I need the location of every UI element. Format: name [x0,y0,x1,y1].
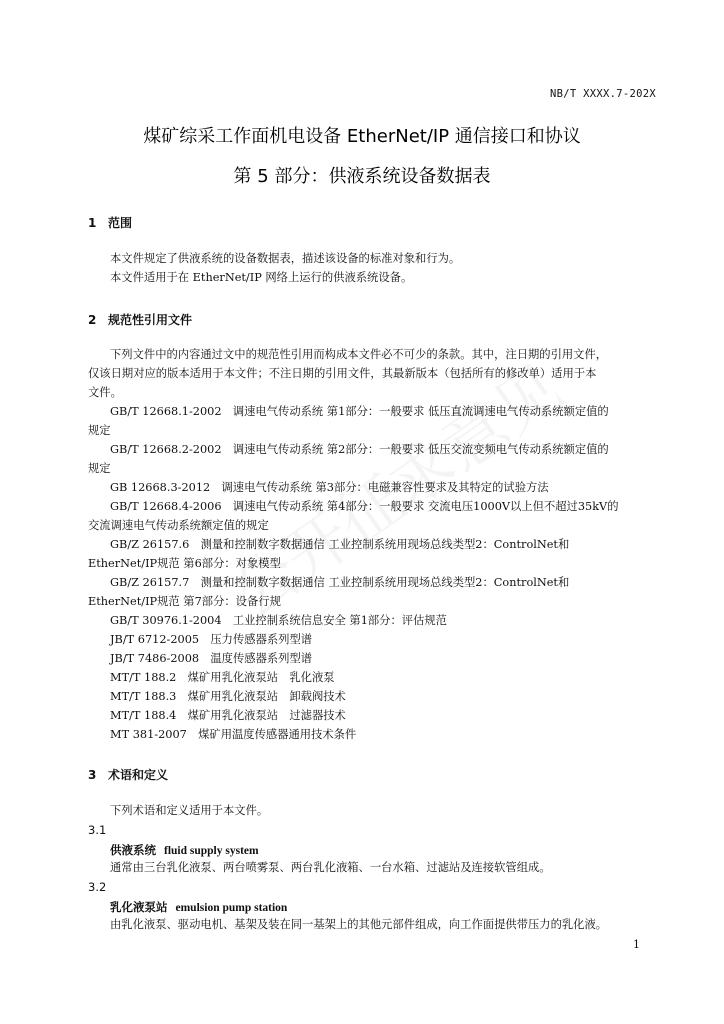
document-title: 煤矿综采工作面机电设备 EtherNet/IP 通信接口和协议 [143,126,581,147]
reference-item: MT/T 188.2 煤矿用乳化液泵站 乳化液泵 [110,671,335,684]
term-definition: 由乳化液泵、驱动电机、基架及装在同一基架上的其他元部件组成，向工作面提供带压力的乳化液。 [110,918,608,931]
paragraph: 下列文件中的内容通过文中的规范性引用而构成本文件必不可少的条款。其中，注日期的引用文件， [110,348,608,361]
reference-item: GB/T 12668.1-2002 调速电气传动系统 第1部分：一般要求 低压直流调速电气传动系统额定值的 [110,405,609,418]
page-number: 1 [633,938,640,951]
reference-item: MT/T 188.4 煤矿用乳化液泵站 过滤器技术 [110,709,346,722]
paragraph: 仅该日期对应的版本适用于本文件；不注日期的引用文件，其最新版本（包括所有的修改单）适用于本 [88,367,597,380]
document-subtitle: 第 5 部分：供液系统设备数据表 [233,166,491,187]
reference-item: GB/T 12668.4-2006 调速电气传动系统 第4部分：一般要求 交流电压1000V以上但不超过35kV的 [110,500,619,513]
reference-item: GB 12668.3-2012 调速电气传动系统 第3部分：电磁兼容性要求及其特定的试验方法 [110,481,549,494]
reference-item: EtherNet/IP规范 第6部分：对象模型 [88,557,281,570]
reference-item: EtherNet/IP规范 第7部分：设备行规 [88,595,281,608]
paragraph: 本文件适用于在 EtherNet/IP 网络上运行的供液系统设备。 [110,271,413,284]
reference-item: 规定 [88,462,111,475]
paragraph: 文件。 [88,386,122,399]
term-definition: 通常由三台乳化液泵、两台喷雾泵、两台乳化液箱、一台水箱、过滤站及连接软管组成。 [110,861,551,874]
reference-item: GB/T 12668.2-2002 调速电气传动系统 第2部分：一般要求 低压交流变频电气传动系统额定值的 [110,443,609,456]
term-heading: 乳化液泵站 emulsion pump station [110,900,288,914]
reference-item: MT 381-2007 煤矿用温度传感器通用技术条件 [110,728,357,741]
term-heading: 供液系统 fluid supply system [110,843,259,857]
section-heading-terms: 3 术语和定义 [88,768,169,782]
term-number: 3.2 [88,880,107,894]
reference-item: MT/T 188.3 煤矿用乳化液泵站 卸载阀技术 [110,690,346,703]
section-heading-normative-references: 2 规范性引用文件 [88,313,193,327]
paragraph: 下列术语和定义适用于本文件。 [110,804,269,817]
paragraph: 本文件规定了供液系统的设备数据表，描述该设备的标准对象和行为。 [110,252,461,265]
section-heading-scope: 1 范围 [88,216,133,230]
reference-item: JB/T 7486-2008 温度传感器系列型谱 [110,652,313,665]
reference-item: JB/T 6712-2005 压力传感器系列型谱 [110,633,313,646]
standard-code: NB/T XXXX.7-202X [550,88,656,100]
term-number: 3.1 [88,823,107,837]
reference-item: 交流调速电气传动系统额定值的规定 [88,519,269,532]
reference-item: 规定 [88,424,111,437]
reference-item: GB/Z 26157.6 测量和控制数字数据通信 工业控制系统用现场总线类型2：ControlNet和 [110,538,570,551]
reference-item: GB/Z 26157.7 测量和控制数字数据通信 工业控制系统用现场总线类型2：ControlNet和 [110,576,570,589]
reference-item: GB/T 30976.1-2004 工业控制系统信息安全 第1部分：评估规范 [110,614,447,627]
